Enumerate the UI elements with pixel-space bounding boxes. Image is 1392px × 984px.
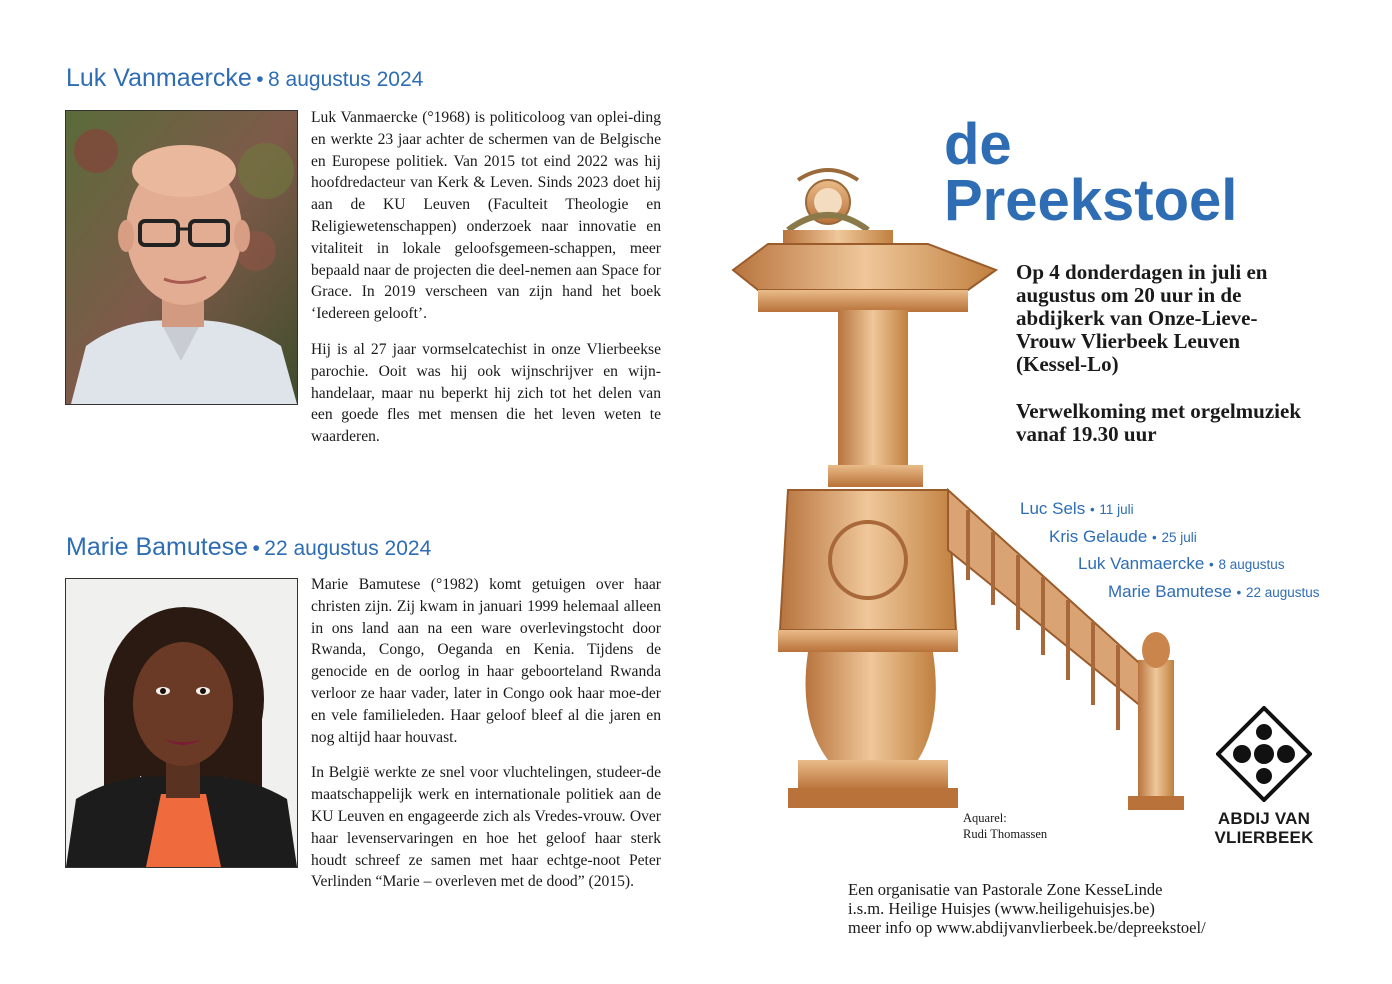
schedule-item-2: Kris Gelaude • 25 juli	[1049, 527, 1197, 546]
speaker-1-photo	[65, 110, 298, 405]
schedule-item-4-date: 22 augustus	[1245, 585, 1320, 600]
schedule-item-1-date: 11 juli	[1099, 502, 1134, 517]
event-info	[1016, 261, 1316, 470]
logo-line-1: ABDIJ VAN	[1217, 809, 1311, 828]
schedule-item-3-name: Luk Vanmaercke	[1078, 554, 1205, 573]
footer-organisation	[848, 880, 1206, 937]
schedule-item-4-name: Marie Bamutese	[1108, 582, 1232, 601]
speaker-2-separator: •	[252, 537, 260, 560]
speaker-2-date: 22 augustus 2024	[264, 537, 432, 560]
speaker-1-bio-paragraph-2: Hij is al 27 jaar vormselcatechist in onze Vlierbeekse parochie. Ooit was hij ook wijnschrijver en wijn-handelaar, maar nu beperkt hij zich tot het delen van een goede fles met mensen die het leven weten te waarderen.	[311, 340, 661, 446]
schedule-item-2-name: Kris Gelaude	[1049, 527, 1148, 546]
schedule-item-4: Marie Bamutese • 22 augustus	[1108, 582, 1320, 601]
logo-line-2: VLIERBEEK	[1214, 828, 1314, 847]
pulpit-watercolor-illustration	[728, 160, 1188, 820]
schedule-item-1: Luc Sels • 11 juli	[1020, 499, 1134, 518]
poster-title-line-2: Preekstoel	[944, 168, 1238, 233]
poster-title-line-1: de	[944, 112, 1012, 177]
credit-artist: Rudi Thomassen	[963, 827, 1048, 841]
speaker-1-heading	[66, 64, 423, 93]
speaker-2-bio-paragraph-1: Marie Bamutese (°1982) komt getuigen over haar christen zijn. Zij kwam in januari 1999 helemaal alleen in ons land aan na een ware overlevingstocht door Rwanda, Congo, Oeganda en Kenia. Tijdens de genocide en de oorlog in haar geboorteland Rwanda verloor ze haar vader, later in Congo ook haar moe-der en vele familieleden. Haar geloof bleef al die jaren en nog altijd haar houvast.	[311, 576, 661, 746]
speaker-2-bio-paragraph-2: In België werkte ze snel voor vluchtelingen, studeer-de maatschappelijk werk en internationale politiek aan de KU Leuven en engageerde zich als Vredes-vrouw. Over haar levenservaringen en hoe het geloof haar sterk houdt schreef ze samen met haar echtge-noot Peter Verlinden “Marie – overleven met de dood” (2015).	[311, 764, 661, 891]
abbey-logo-text	[1212, 809, 1316, 847]
speaker-2-name: Marie Bamutese	[66, 533, 249, 561]
speaker-1-date: 8 augustus 2024	[268, 68, 424, 91]
schedule-item-2-date: 25 juli	[1161, 530, 1197, 545]
credit-label: Aquarel:	[963, 811, 1007, 825]
schedule-item-3-date: 8 augustus	[1218, 557, 1285, 572]
footer-line-2: i.s.m. Heilige Huisjes (www.heiligehuisjes.be)	[848, 899, 1155, 918]
event-info-welcome: Verwelkoming met orgelmuziek vanaf 19.30 uur	[1016, 399, 1301, 446]
speaker-1-bio-paragraph-1: Luk Vanmaercke (°1968) is politicoloog van oplei-ding en werkte 23 jaar achter de schermen van de Belgische en Europese politiek. Van 2015 tot eind 2022 was hij hoofdredacteur van Kerk & Leven. Sinds 2023 doet hij aan de KU Leuven (Faculteit Theologie en Religiewetenschappen) onderzoek naar innovatie en vitaliteit in lokale geloofsgemeen-schappen, meer bepaald naar de projecten die deel-nemen aan Space for Grace. In 2019 verscheen van zijn hand het boek ‘Iedereen gelooft’.	[311, 109, 661, 323]
speaker-1-separator: •	[256, 68, 264, 91]
schedule-item-1-name: Luc Sels	[1020, 499, 1086, 518]
speaker-1-name: Luk Vanmaercke	[66, 64, 252, 92]
schedule-item-3: Luk Vanmaercke • 8 augustus	[1078, 554, 1285, 573]
speaker-1-bio	[311, 107, 661, 462]
illustration-credit	[963, 810, 1047, 842]
footer-line-3: meer info op www.abdijvanvlierbeek.be/depreekstoel/	[848, 918, 1206, 937]
footer-line-1: Een organisatie van Pastorale Zone KesseLinde	[848, 880, 1163, 899]
speaker-2-photo	[65, 578, 298, 868]
speaker-2-bio	[311, 574, 661, 907]
abbey-logo-icon	[1216, 706, 1312, 802]
speaker-2-heading	[66, 533, 431, 562]
event-info-schedule: Op 4 donderdagen in juli en augustus om 20 uur in de abdijkerk van Onze-Lieve-Vrouw Vlierbeek Leuven (Kessel-Lo)	[1016, 260, 1268, 376]
